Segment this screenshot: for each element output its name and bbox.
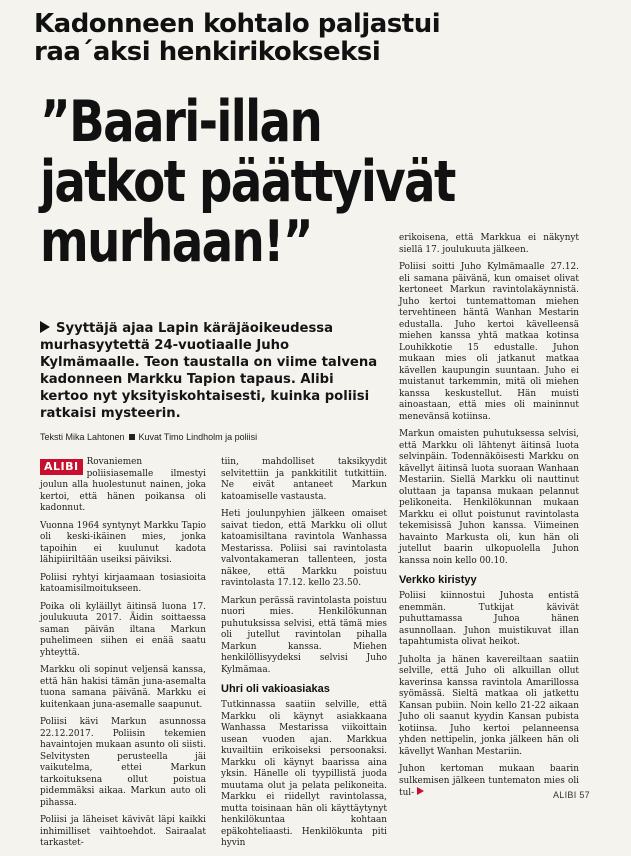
subheading-net-tightens: Verkko kiristyy xyxy=(399,574,477,586)
subheading-victim: Uhri oli vakioasiakas xyxy=(221,683,330,695)
paragraph: Poliisi ryhtyi kirjaamaan tosiasioita katoamisilmoitukseen. xyxy=(40,572,206,594)
column-1 xyxy=(40,457,206,856)
paragraph: Poika oli kyläillyt äitinsä luona 17. joulukuuta 2017. Äidin soittaessa saman päivän iltana Markun puhelimeen siihen ei enää saatu yhteyttä. xyxy=(40,601,206,658)
paragraph: Poliisi ja läheiset kävivät läpi kaikki inhimilliset vaihtoehdot. Sairaalat tarkastet- xyxy=(40,815,206,848)
byline-photos: Kuvat Timo Lindholm ja poliisi xyxy=(138,432,258,442)
continue-arrow-icon xyxy=(417,787,424,795)
paragraph: Heti joulunpyhien jälkeen omaiset saivat tiedon, että Markku oli ollut katoamisiltana ravintola Wanhassa Mestarissa. Poliisi sai ravintolasta valvontakameran tallenteen, josta näkee, että Markku poistuu ravintolasta 17.12. kello 23.50. xyxy=(221,509,387,588)
paragraph: ALIBI Rovaniemen poliisiasemalle ilmestyi joulun alla huolestunut nainen, joka kertoi, että hänen poikansa oli kadonnut. xyxy=(40,457,206,513)
column-2 xyxy=(221,457,387,856)
kicker xyxy=(34,10,474,66)
paragraph: erikoisena, että Markkua ei näkynyt siellä 17. joulukuuta jälkeen. xyxy=(399,233,579,255)
paragraph: Juhon kertoman mukaan baarin sulkemisen jälkeen tuntematon mies oli tul- xyxy=(399,764,579,798)
paragraph: Juholta ja hänen kavereiltaan saatiin selville, että Juho oli alkuillan ollut kaverinsa kanssa ravintola Amarillossa syömässä. Sieltä matkaa oli jatkettu Kansan pubiin. Noin kello 21-22 aikaan Juho oli saanut kyydin Kansan pubista kotiinsa. Juho kertoi pelanneensa yhden nettipelin, jonka jälkeen hän oli kävellyt Wanhan Mestariin. xyxy=(399,654,579,757)
kicker-line-2: raa´aksi henkirikokseksi xyxy=(34,37,381,67)
alibi-badge: ALIBI xyxy=(40,459,83,475)
square-bullet-icon xyxy=(129,434,135,440)
headline-line-1: ”Baari-illan xyxy=(40,89,322,155)
headline xyxy=(40,89,455,275)
page-number: ALIBI 57 xyxy=(553,790,590,800)
lede-text: Syyttäjä ajaa Lapin käräjäoikeudessa murhasyytettä 24-vuotiaalle Juho Kylmämaalle. Teon taustalla on viime talvena kadonneen Markku Tapion tapaus. Alibi kertoo nyt yksityiskohtaisesti, kuinka poliisi ratkaisi mysteerin. xyxy=(40,321,378,421)
headline-line-2: jatkot päättyivät xyxy=(40,149,455,215)
lede xyxy=(40,320,380,422)
column-3 xyxy=(399,233,579,806)
paragraph: Markku oli sopinut veljensä kanssa, että hän hakisi tämän juna-asemalta tuona samana päivänä. Markku ei kuitenkaan juna-asemalle saapunut. xyxy=(40,665,206,710)
paragraph: Markun perässä ravintolasta poistuu nuori mies. Henkilökunnan puhutuksissa selvisi, että tämä mies oli jutellut ravintolan pihalla Markun kanssa. Miehen henkilöllisyydeksi selvisi Juho Kylmämaa. xyxy=(221,595,387,675)
paragraph: Poliisi kiinnostui Juhosta entistä enemmän. Tutkijat kävivät puhuttamassa Juhoa hänen asunnollaan. Juhon muistikuvat illan tapahtumista olivat heikot. xyxy=(399,591,579,647)
paragraph: Vuonna 1964 syntynyt Markku Tapio oli keski-ikäinen mies, jonka tapoihin ei kuulunut kadota lähipiiriltään useiksi päiviksi. xyxy=(40,520,206,565)
byline xyxy=(40,432,380,442)
byline-text: Teksti Mika Lahtonen xyxy=(40,432,125,442)
paragraph: Poliisi kävi Markun asunnossa 22.12.2017. Poliisin tekemien havaintojen mukaan asunto oli siisti. Selvitysten perusteella jäi vaikutelma, ettei Markun tarkoituksena ollut poistua pidemmäksi aikaa. Markun auto oli pihassa. xyxy=(40,717,206,808)
paragraph: Markun omaisten puhutuksessa selvisi, että Markku oli lähtenyt äitinsä luota selvinpäin. Todennäköisesti Markku on kävellyt äitinsä luota suoraan Wanhaan Mestariin. Siellä Markku oli nauttinut oluttaan ja tapansa mukaan pelannut pelikoneita. Henkilökunnan mukaan Markku ei ollut poistunut ravintolasta tekemisissä Juhon kanssa. Viimeinen havainto Markusta oli, kun hän oli jutellut baarin ulkopuolella Juhon kanssa noin kello 00.10. xyxy=(399,429,579,566)
triangle-bullet-icon xyxy=(40,321,50,333)
headline-line-3: murhaan!” xyxy=(40,209,312,275)
kicker-line-1: Kadonneen kohtalo paljastui xyxy=(34,9,441,39)
paragraph: Poliisi soitti Juho Kylmämaalle 27.12. eli samana päivänä, kun omaiset olivat kertoneet Markun ravintolakäynnistä. Juho kertoi tuntemattoman miehen tervehtineen häntä Wanhan Mestarin edustalla. Juho kertoi kävelleensä miehen kanssa yhtä matkaa kotinsa Louhikkotie 15 edustalle. Juhon mukaan mies oli jatkanut matkaa kävellen kaupungin suuntaan. Juho ei muistanut tarkemmin, mitä oli miehen kanssa keskustellut. Hän muisti ainoastaan, että mies oli maininnut menevänsä kotiinsa. xyxy=(399,262,579,422)
paragraph: tiin, mahdolliset taksikyydit selvitettiin ja pankkitilit tutkittiin. Ne eivät antaneet Markun katoamiselle vastausta. xyxy=(221,457,387,502)
paragraph: Tutkinnassa saatiin selville, että Markku oli käynyt asiakkaana Wanhassa Mestarissa viikoittain usean vuoden ajan. Markkua kuvailtiin erikoiseksi persoonaksi. Markku oli käynyt baarissa aina yksin. Hänelle oli tyypillistä juoda muutama olut ja pelata pelikoneita. Markku ei riidellyt ravintolassa, mutta toisinaan hän oli käyttäytynyt henkilökuntaa kohtaan epäkohteliaasti. Henkilökunta piti hyvin xyxy=(221,700,387,848)
